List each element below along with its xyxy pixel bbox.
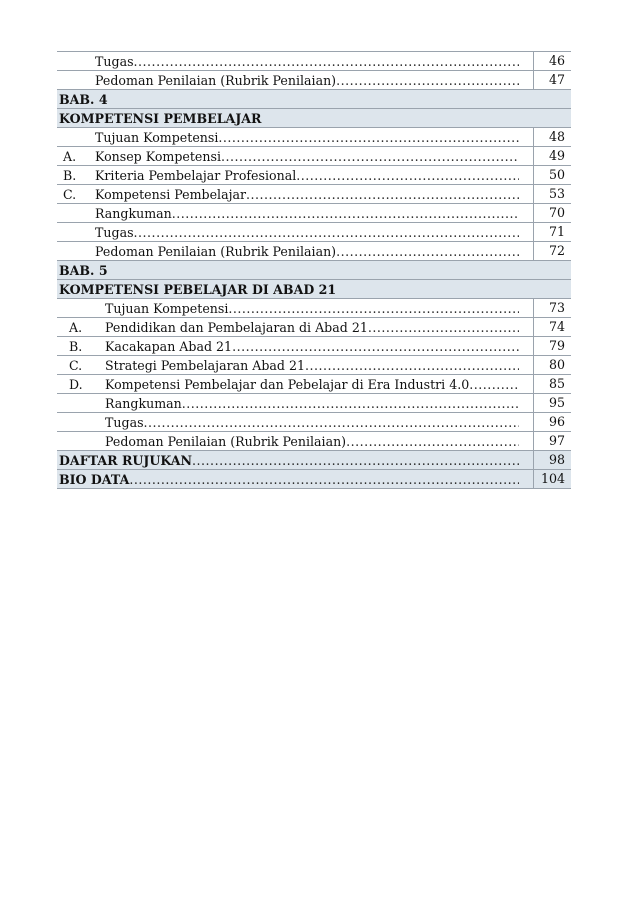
toc-entry-row[interactable] [57,204,571,223]
toc-entry-row[interactable] [57,242,571,261]
toc-entry-label: Pendidikan dan Pembelajaran di Abad 21 [105,320,368,335]
dot-leader [144,415,519,431]
toc-entry-label: Pedoman Penilaian (Rubrik Penilaian) [105,434,347,449]
toc-page-number: 50 [533,166,571,184]
toc-page-number: 47 [533,71,571,89]
dot-leader [182,396,519,412]
toc-page-number: 73 [533,299,571,317]
chapter-heading: BAB. 5 [57,261,571,280]
toc-entry-row[interactable] [57,223,571,242]
toc-entry-row[interactable] [57,318,571,337]
toc-entry-row[interactable] [57,52,571,71]
toc-entry-label: Kriteria Pembelajar Profesional [95,168,297,183]
toc-section-row[interactable] [57,470,571,489]
toc-entry-label: Strategi Pembelajaran Abad 21 [105,358,305,373]
dot-leader [336,73,519,89]
dot-leader [129,472,519,488]
dot-leader [134,54,519,70]
dot-leader [228,301,519,317]
toc-entry-marker: B. [69,339,83,354]
toc-page-number: 46 [533,52,571,70]
dot-leader [192,453,519,469]
toc-page-number: 80 [533,356,571,374]
toc-entry-label: BIO DATA [59,472,130,487]
toc-entry-label: Rangkuman [105,396,182,411]
toc-entry-label: Pedoman Penilaian (Rubrik Penilaian) [95,244,337,259]
toc-entry-label: Tujuan Kompetensi [95,130,219,145]
toc-entry-label: Tugas [95,225,134,240]
toc-page-number: 70 [533,204,571,222]
chapter-heading: KOMPETENSI PEBELAJAR DI ABAD 21 [57,280,571,299]
toc-page-number: 98 [533,451,571,469]
toc-entry-row[interactable] [57,299,571,318]
toc-entry-marker: C. [63,187,77,202]
dot-leader [134,225,519,241]
toc-entry-marker: B. [63,168,77,183]
toc-entry-row[interactable] [57,413,571,432]
dot-leader [346,434,519,450]
toc-page-number: 79 [533,337,571,355]
toc-entry-label: Konsep Kompetensi [95,149,221,164]
toc-page-number: 74 [533,318,571,336]
dot-leader [469,377,519,393]
toc-entry-row[interactable] [57,432,571,451]
dot-leader [246,187,519,203]
toc-page-number: 97 [533,432,571,450]
toc-page-number: 53 [533,185,571,203]
toc-entry-label: Tugas [105,415,144,430]
dot-leader [232,339,519,355]
dot-leader [368,320,519,336]
toc-page-number: 72 [533,242,571,260]
toc-entry-label: Rangkuman [95,206,172,221]
toc-entry-label: DAFTAR RUJUKAN [59,453,193,468]
toc-entry-marker: C. [69,358,83,373]
toc-entry-label: Pedoman Penilaian (Rubrik Penilaian) [95,73,337,88]
toc-entry-row[interactable] [57,394,571,413]
table-of-contents [57,51,571,489]
toc-entry-label: Kompetensi Pembelajar dan Pebelajar di Era Industri 4.0 [105,377,470,392]
chapter-heading: BAB. 4 [57,90,571,109]
toc-entry-row[interactable] [57,71,571,90]
toc-entry-row[interactable] [57,166,571,185]
dot-leader [218,130,519,146]
toc-entry-marker: A. [69,320,83,335]
toc-entry-row[interactable] [57,356,571,375]
toc-entry-row[interactable] [57,185,571,204]
dot-leader [221,149,519,165]
toc-section-row[interactable] [57,451,571,470]
toc-entry-row[interactable] [57,337,571,356]
toc-entry-label: Tujuan Kompetensi [105,301,229,316]
toc-entry-row[interactable] [57,147,571,166]
dot-leader [172,206,519,222]
toc-entry-label: Kompetensi Pembelajar [95,187,247,202]
toc-page-number: 96 [533,413,571,431]
toc-entry-row[interactable] [57,375,571,394]
toc-entry-row[interactable] [57,128,571,147]
toc-entry-marker: D. [69,377,83,392]
toc-entry-label: Kacakapan Abad 21 [105,339,233,354]
toc-page-number: 48 [533,128,571,146]
dot-leader [336,244,519,260]
toc-entry-marker: A. [63,149,77,164]
dot-leader [305,358,519,374]
toc-entry-label: Tugas [95,54,134,69]
toc-page-number: 85 [533,375,571,393]
toc-page-number: 49 [533,147,571,165]
chapter-heading: KOMPETENSI PEMBELAJAR [57,109,571,128]
toc-page-number: 95 [533,394,571,412]
dot-leader [296,168,519,184]
toc-page-number: 71 [533,223,571,241]
toc-page-number: 104 [533,470,571,488]
